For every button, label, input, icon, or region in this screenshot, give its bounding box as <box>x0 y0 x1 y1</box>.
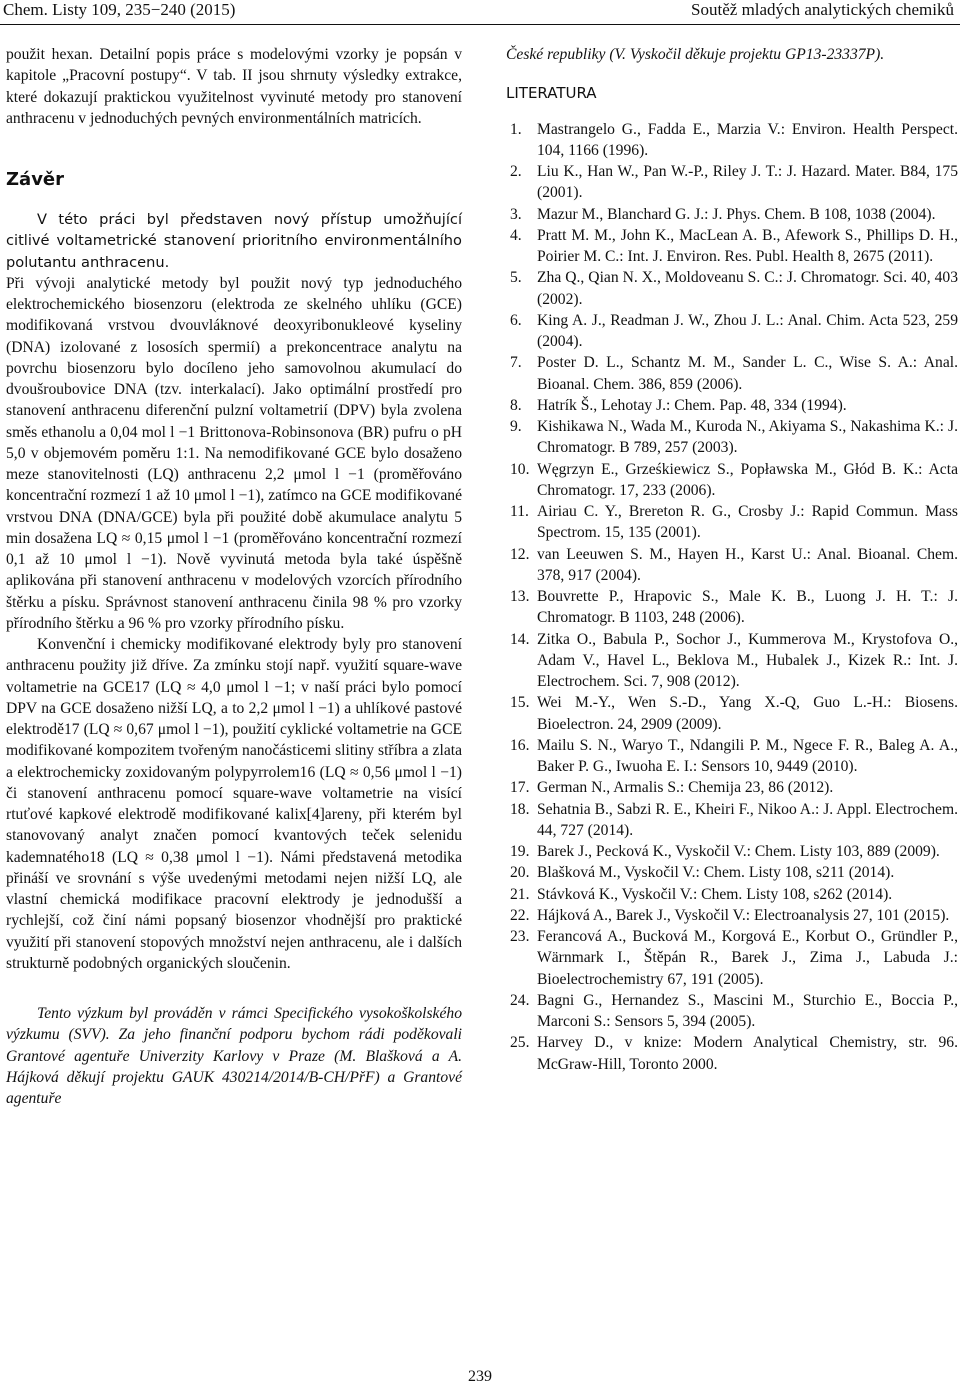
reference-text: Bagni G., Hernandez S., Mascini M., Sturchio E., Boccia P., Marconi S.: Sensors 5, 394 (2005). <box>537 991 958 1030</box>
reference-number: 15. <box>510 694 530 712</box>
intro-paragraph: použit hexan. Detailní popis práce s modelovými vzorky je popsán v kapitole „Pracovní postupy“. V tab. II jsou shrnuty výsledky extrakce, které dokazují praktickou využitelnost vyvinuté metody pro stanovení anthracenu v jednoduchých pevných environmentálních matricích. <box>6 46 462 127</box>
reference-item <box>506 990 958 1033</box>
reference-number: 16. <box>510 736 530 754</box>
reference-item <box>506 310 958 353</box>
reference-number: 25. <box>510 1034 530 1052</box>
reference-number: 24. <box>510 991 530 1009</box>
reference-number: 6. <box>510 311 522 329</box>
reference-number: 23. <box>510 928 530 945</box>
reference-text: van Leeuwen S. M., Hayen H., Karst U.: Anal. Bioanal. Chem. 378, 917 (2004). <box>537 545 958 584</box>
reference-item <box>506 225 958 268</box>
reference-item <box>506 586 958 629</box>
reference-text: Blašková M., Vyskočil V.: Chem. Listy 108, s211 (2014). <box>537 864 895 882</box>
reference-number: 17. <box>510 779 530 797</box>
acknowledgement: Tento výzkum byl prováděn v rámci Specifického vysokoškolského výzkumu (SVV). Za jeho finanční podporu bychom rádi poděkovali Grantové agentuře Univerzity Karlovy v Praze (M. Blašková a A. Hájková děkují projektu GAUK 430214/2014/B-CH/PřF) a Grantové agentuře <box>6 1005 462 1107</box>
reference-number: 11. <box>510 503 529 520</box>
reference-item <box>506 501 958 544</box>
reference-list <box>506 119 958 1075</box>
reference-text: Pratt M. M., John K., MacLean A. B., Afework S., Phillips D. H., Poirier M. C.: Int. J. Environ. Res. Publ. Health 8, 2675 (2011). <box>537 226 958 265</box>
reference-text: Poster D. L., Schantz M. M., Sander L. C., Wise S. A.: Anal. Bioanal. Chem. 386, 859 (2006). <box>537 354 958 393</box>
reference-number: 12. <box>510 545 530 563</box>
reference-text: Wei M.-Y., Wen S.-D., Yang X.-Q, Guo L.-H.: Biosens. Bioelectron. 24, 2909 (2009). <box>537 694 958 733</box>
reference-text: Barek J., Pecková K., Vyskočil V.: Chem. Listy 103, 889 (2009). <box>537 843 940 860</box>
reference-number: 7. <box>510 354 522 372</box>
reference-number: 9. <box>510 418 522 435</box>
reference-text: Ferancová A., Bucková M., Korgová E., Korbut O., Gründler P., Wärnmark I., Štěpán R., Barek J., Zima J., Labuda J.: Bioelectrochemistry 67, 191 (2005). <box>537 928 958 988</box>
reference-text: Kishikawa N., Wada M., Kuroda N., Akiyama S., Nakashima K.: J. Chromatogr. B 789, 257 (2003). <box>537 418 958 457</box>
reference-text: Hájková A., Barek J., Vyskočil V.: Electroanalysis 27, 101 (2015). <box>537 906 950 924</box>
journal-citation: Chem. Listy 109, 235−240 (2015) <box>3 0 236 19</box>
reference-number: 4. <box>510 226 522 244</box>
reference-item <box>506 735 958 778</box>
reference-item <box>506 267 958 310</box>
reference-item <box>506 777 958 798</box>
reference-number: 19. <box>510 843 530 860</box>
reference-text: Węgrzyn E., Grześkiewicz S., Popławska M., Głód B. K.: Acta Chromatogr. 17, 233 (2006). <box>537 460 958 499</box>
reference-number: 3. <box>510 205 522 223</box>
reference-item <box>506 204 958 225</box>
reference-item <box>506 862 958 883</box>
reference-item <box>506 841 958 862</box>
section-title: Soutěž mladých analytických chemiků <box>691 0 954 19</box>
reference-item <box>506 884 958 905</box>
reference-item <box>506 352 958 395</box>
reference-item <box>506 459 958 502</box>
reference-number: 13. <box>510 588 530 605</box>
reference-number: 22. <box>510 906 530 924</box>
reference-text: Zha Q., Qian N. X., Moldoveanu S. C.: J. Chromatogr. Sci. 40, 403 (2002). <box>537 269 958 308</box>
conclusion-paragraph-2: Konvenční i chemicky modifikované elektrody byly pro stanovení anthracenu použity již dříve. Za zmínku stojí např. využití square-wave voltametrie na GCE17 (LQ ≈ 4,0 μmol l −1; v naší práci bylo pomocí DPV na GCE dosaženo nižší LQ, a to 2,2 μmol l −1) a uhlíkové pastové elektrodě17 (LQ ≈ 0,67 μmol l −1), použití cyklické voltametrie na GCE modifikované kompozitem tvořeným nanočásticemi slitiny stříbra a zlata a elektrochemicky zoxidovaným polypyrrolem16 (LQ ≈ 0,56 μmol l −1) či stanovení anthracenu pomocí square-wave voltametrie na visící rtuťové kapkové elektrodě modifikované kalix[4]areny, při kterém byl stanovovaný analyt značen pomocí kvantových teček selenidu kademnatého18 (LQ ≈ 0,38 μmol l −1). Námi představená metodika přináší ve srovnání s výše uvedenými metodami nejen nižší LQ, ale vlastní chemická modifikace pracovní elektrody je jednodušší a rychlejší, což činí námi popsaný biosenzor vhodnější pro praktické využití při stanovení stopových množství nejen anthracenu, ale i dalších strukturně podobných organických sloučenin. <box>6 636 462 972</box>
running-header <box>0 0 960 22</box>
reference-item <box>506 1032 958 1075</box>
reference-text: Mazur M., Blanchard G. J.: J. Phys. Chem. B 108, 1038 (2004). <box>537 205 936 223</box>
reference-item <box>506 692 958 735</box>
reference-text: Liu K., Han W., Pan W.-P., Riley J. T.: J. Hazard. Mater. B84, 175 (2001). <box>537 163 958 202</box>
reference-item <box>506 799 958 842</box>
reference-number: 5. <box>510 269 522 287</box>
reference-number: 2. <box>510 163 522 180</box>
conclusion-paragraph-1: V této práci byl představen nový přístup umožňující citlivé voltametrické stanovení prioritního environmentálního polutantu anthracenu. <box>6 211 462 271</box>
reference-number: 18. <box>510 800 530 818</box>
reference-text: King A. J., Readman J. W., Zhou J. L.: Anal. Chim. Acta 523, 259 (2004). <box>537 311 958 350</box>
reference-number: 10. <box>510 460 530 478</box>
reference-item <box>506 544 958 587</box>
reference-number: 14. <box>510 630 530 648</box>
reference-number: 1. <box>510 120 522 138</box>
left-column <box>6 44 462 1125</box>
reference-item <box>506 926 958 990</box>
reference-item <box>506 905 958 926</box>
reference-item <box>506 161 958 204</box>
references-heading: LITERATURA <box>506 84 597 103</box>
reference-number: 8. <box>510 396 522 414</box>
reference-text: Bouvrette P., Hrapovic S., Male K. B., Luong J. H. T.: J. Chromatogr. B 1103, 248 (2006). <box>537 588 958 627</box>
section-heading: Závěr <box>6 169 65 190</box>
reference-item <box>506 395 958 416</box>
reference-item <box>506 416 958 459</box>
reference-text: Zitka O., Babula P., Sochor J., Kummerova M., Krystofova O., Adam V., Havel L., Beklova M., Hubalek J., Kizek R.: Int. J. Electrochem. Sci. 7, 908 (2012). <box>537 630 958 690</box>
right-column <box>506 44 958 1075</box>
reference-text: Sehatnia B., Sabzi R. E., Kheiri F., Nikoo A.: J. Appl. Electrochem. 44, 727 (2014). <box>537 800 958 839</box>
reference-number: 21. <box>510 885 530 903</box>
page-number: 239 <box>468 1368 492 1385</box>
reference-text: Hatrík Š., Lehotay J.: Chem. Pap. 48, 334 (1994). <box>537 396 847 414</box>
reference-text: Airiau C. Y., Brereton R. G., Crosby J.: Rapid Commun. Mass Spectrom. 15, 135 (2001). <box>537 503 958 542</box>
reference-text: Harvey D., v knize: Modern Analytical Chemistry, str. 96. McGraw-Hill, Toronto 2000. <box>537 1034 958 1073</box>
conclusion-paragraph-1b: Při vývoji analytické metody byl použit nový typ jednoduchého elektrochemického biosenzoru (elektroda ze skelného uhlíku (GCE) modifikovaná vrstvou dvouvláknové deoxyribonukleové kyseliny (DNA) izolované z lososích spermií) a prekoncentrace analytu na povrchu biosenzoru bylo docíleno jeho samovolnou akumulací do dvoušroubovice DNA (tzv. interkalací). Jako optimální prostředí pro stanovení anthracenu diferenční pulzní voltametrií (DPV) byla zvolena směs ethanolu a 0,04 mol l −1 Brittonova-Robinsonova (BR) pufru o pH 5,0 v objemovém poměru 1:1. Na nemodifikované GCE bylo dosaženo meze stanovitelnosti (LQ) anthracenu 2,2 μmol l −1 (proměřováno koncentrační rozmezí 1 až 10 μmol l −1), zatímco na GCE modifikované vrstvou DNA (DNA/GCE) byla při použité době akumulace analytu 5 min dosažena LQ ≈ 0,15 μmol l −1 (proměřováno koncentrační rozmezí 0,1 až 10 μmol l −1). Nově vyvinutá metoda byla také úspěšně aplikována při stanovení anthracenu v modelových vzorcích přírodního štěrku a písku. Správnost stanovení anthracenu činila 98 % pro vzorky přírodního štěrku a 96 % pro vzorky přírodního písku. <box>6 274 462 632</box>
reference-text: Mailu S. N., Waryo T., Ndangili P. M., Ngece F. R., Baleg A. A., Baker P. G., Iwuoha E. I.: Sensors 10, 9449 (2010). <box>537 736 958 775</box>
acknowledgement-continued: České republiky (V. Vyskočil děkuje projektu GP13-23337P). <box>506 46 885 63</box>
reference-text: Mastrangelo G., Fadda E., Marzia V.: Environ. Health Perspect. 104, 1166 (1996). <box>537 120 958 159</box>
reference-item <box>506 119 958 162</box>
reference-text: German N., Armalis S.: Chemija 23, 86 (2012). <box>537 779 834 797</box>
header-rule <box>0 24 960 25</box>
reference-text: Stávková K., Vyskočil V.: Chem. Listy 108, s262 (2014). <box>537 885 893 903</box>
reference-item <box>506 629 958 693</box>
reference-number: 20. <box>510 864 530 882</box>
